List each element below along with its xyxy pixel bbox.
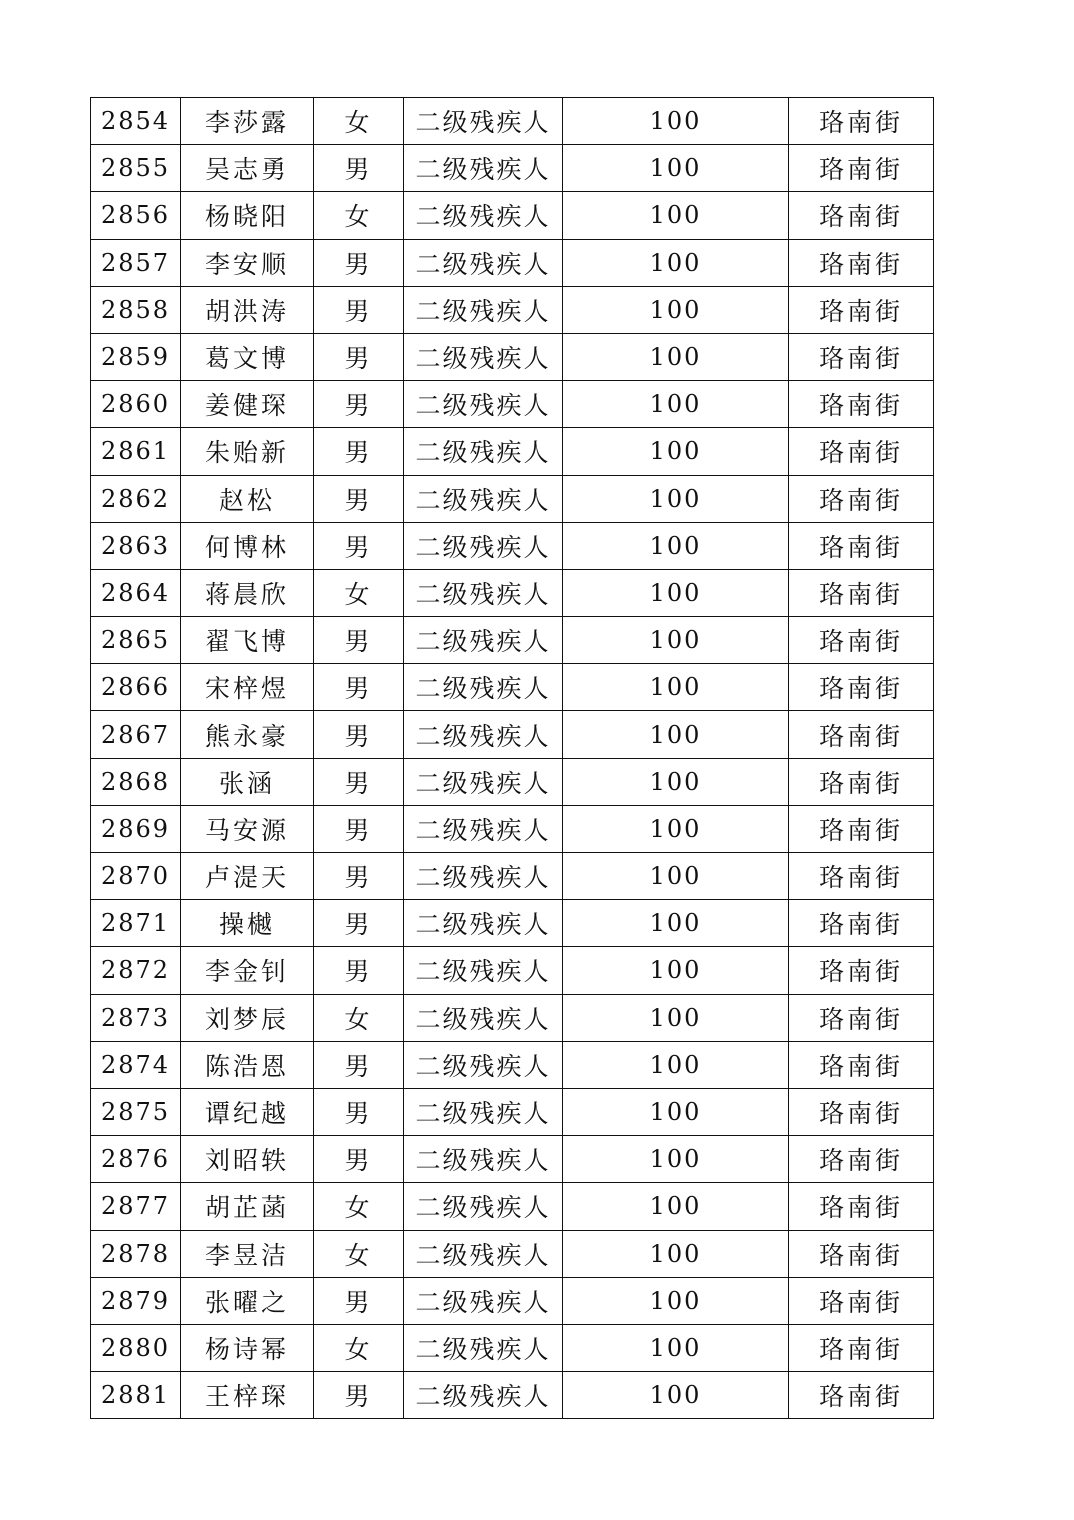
cell-gender: 男 [314, 1088, 404, 1135]
cell-disability-level: 二级残疾人 [404, 192, 563, 239]
cell-amount: 100 [563, 711, 789, 758]
cell-street: 珞南街 [789, 1230, 934, 1277]
cell-name: 姜健琛 [181, 381, 314, 428]
cell-gender: 男 [314, 1372, 404, 1419]
cell-disability-level: 二级残疾人 [404, 1136, 563, 1183]
cell-name: 赵松 [181, 475, 314, 522]
cell-amount: 100 [563, 145, 789, 192]
cell-amount: 100 [563, 1183, 789, 1230]
cell-number: 2857 [91, 239, 181, 286]
cell-amount: 100 [563, 664, 789, 711]
cell-number: 2854 [91, 98, 181, 145]
cell-name: 卢湜天 [181, 853, 314, 900]
cell-gender: 男 [314, 711, 404, 758]
cell-amount: 100 [563, 192, 789, 239]
cell-disability-level: 二级残疾人 [404, 758, 563, 805]
table-row [91, 947, 934, 994]
cell-gender: 男 [314, 286, 404, 333]
cell-street: 珞南街 [789, 994, 934, 1041]
cell-number: 2867 [91, 711, 181, 758]
cell-disability-level: 二级残疾人 [404, 853, 563, 900]
cell-name: 谭纪越 [181, 1088, 314, 1135]
cell-gender: 男 [314, 1277, 404, 1324]
cell-number: 2880 [91, 1324, 181, 1371]
table-row [91, 1136, 934, 1183]
cell-number: 2870 [91, 853, 181, 900]
cell-disability-level: 二级残疾人 [404, 239, 563, 286]
cell-amount: 100 [563, 1230, 789, 1277]
cell-disability-level: 二级残疾人 [404, 522, 563, 569]
cell-disability-level: 二级残疾人 [404, 1324, 563, 1371]
table-row [91, 145, 934, 192]
table-row [91, 192, 934, 239]
cell-street: 珞南街 [789, 522, 934, 569]
cell-amount: 100 [563, 98, 789, 145]
cell-disability-level: 二级残疾人 [404, 333, 563, 380]
table-row [91, 569, 934, 616]
cell-disability-level: 二级残疾人 [404, 428, 563, 475]
cell-disability-level: 二级残疾人 [404, 994, 563, 1041]
cell-number: 2875 [91, 1088, 181, 1135]
cell-number: 2873 [91, 994, 181, 1041]
cell-disability-level: 二级残疾人 [404, 475, 563, 522]
cell-name: 李昱洁 [181, 1230, 314, 1277]
cell-amount: 100 [563, 947, 789, 994]
cell-name: 熊永豪 [181, 711, 314, 758]
cell-gender: 女 [314, 569, 404, 616]
cell-name: 吴志勇 [181, 145, 314, 192]
cell-street: 珞南街 [789, 145, 934, 192]
cell-street: 珞南街 [789, 569, 934, 616]
cell-disability-level: 二级残疾人 [404, 1183, 563, 1230]
cell-gender: 男 [314, 475, 404, 522]
cell-street: 珞南街 [789, 428, 934, 475]
cell-amount: 100 [563, 381, 789, 428]
cell-amount: 100 [563, 333, 789, 380]
cell-gender: 女 [314, 1324, 404, 1371]
cell-street: 珞南街 [789, 853, 934, 900]
cell-street: 珞南街 [789, 617, 934, 664]
cell-street: 珞南街 [789, 286, 934, 333]
cell-amount: 100 [563, 475, 789, 522]
cell-amount: 100 [563, 1324, 789, 1371]
cell-amount: 100 [563, 617, 789, 664]
cell-gender: 女 [314, 98, 404, 145]
cell-gender: 女 [314, 994, 404, 1041]
table-row [91, 1041, 934, 1088]
cell-name: 葛文博 [181, 333, 314, 380]
cell-disability-level: 二级残疾人 [404, 1041, 563, 1088]
table-row [91, 475, 934, 522]
cell-street: 珞南街 [789, 1088, 934, 1135]
cell-gender: 男 [314, 428, 404, 475]
cell-street: 珞南街 [789, 900, 934, 947]
table-row [91, 381, 934, 428]
cell-amount: 100 [563, 569, 789, 616]
cell-name: 王梓琛 [181, 1372, 314, 1419]
cell-disability-level: 二级残疾人 [404, 711, 563, 758]
cell-street: 珞南街 [789, 98, 934, 145]
cell-name: 操樾 [181, 900, 314, 947]
table-row [91, 758, 934, 805]
cell-gender: 女 [314, 1230, 404, 1277]
cell-disability-level: 二级残疾人 [404, 1277, 563, 1324]
table-row [91, 900, 934, 947]
cell-number: 2864 [91, 569, 181, 616]
cell-disability-level: 二级残疾人 [404, 900, 563, 947]
cell-name: 胡芷菡 [181, 1183, 314, 1230]
cell-number: 2881 [91, 1372, 181, 1419]
cell-number: 2865 [91, 617, 181, 664]
cell-gender: 男 [314, 900, 404, 947]
cell-street: 珞南街 [789, 758, 934, 805]
cell-name: 杨晓阳 [181, 192, 314, 239]
cell-amount: 100 [563, 428, 789, 475]
cell-disability-level: 二级残疾人 [404, 145, 563, 192]
cell-disability-level: 二级残疾人 [404, 664, 563, 711]
table-row [91, 333, 934, 380]
cell-street: 珞南街 [789, 1041, 934, 1088]
cell-name: 胡洪涛 [181, 286, 314, 333]
cell-street: 珞南街 [789, 192, 934, 239]
cell-gender: 男 [314, 1041, 404, 1088]
cell-number: 2871 [91, 900, 181, 947]
cell-street: 珞南街 [789, 947, 934, 994]
cell-gender: 男 [314, 1136, 404, 1183]
cell-name: 李安顺 [181, 239, 314, 286]
cell-name: 马安源 [181, 805, 314, 852]
table-row [91, 1183, 934, 1230]
cell-number: 2858 [91, 286, 181, 333]
cell-name: 何博林 [181, 522, 314, 569]
cell-street: 珞南街 [789, 333, 934, 380]
cell-amount: 100 [563, 1372, 789, 1419]
cell-amount: 100 [563, 239, 789, 286]
cell-street: 珞南街 [789, 711, 934, 758]
cell-amount: 100 [563, 805, 789, 852]
table-row [91, 239, 934, 286]
cell-name: 朱贻新 [181, 428, 314, 475]
table-row [91, 1324, 934, 1371]
cell-amount: 100 [563, 522, 789, 569]
cell-street: 珞南街 [789, 664, 934, 711]
cell-number: 2879 [91, 1277, 181, 1324]
cell-number: 2860 [91, 381, 181, 428]
cell-name: 刘昭轶 [181, 1136, 314, 1183]
cell-street: 珞南街 [789, 1372, 934, 1419]
table-row [91, 286, 934, 333]
cell-number: 2856 [91, 192, 181, 239]
cell-gender: 男 [314, 333, 404, 380]
table-row [91, 617, 934, 664]
table-row [91, 994, 934, 1041]
cell-disability-level: 二级残疾人 [404, 947, 563, 994]
cell-gender: 男 [314, 239, 404, 286]
table-row [91, 1230, 934, 1277]
roster-table [90, 97, 934, 1419]
cell-number: 2859 [91, 333, 181, 380]
cell-number: 2874 [91, 1041, 181, 1088]
table-row [91, 98, 934, 145]
cell-street: 珞南街 [789, 381, 934, 428]
cell-name: 李莎露 [181, 98, 314, 145]
cell-street: 珞南街 [789, 1136, 934, 1183]
cell-name: 蒋晨欣 [181, 569, 314, 616]
cell-gender: 男 [314, 947, 404, 994]
roster-table-body [91, 98, 934, 1419]
cell-disability-level: 二级残疾人 [404, 1088, 563, 1135]
cell-number: 2877 [91, 1183, 181, 1230]
cell-gender: 男 [314, 145, 404, 192]
cell-disability-level: 二级残疾人 [404, 617, 563, 664]
cell-gender: 男 [314, 522, 404, 569]
cell-number: 2855 [91, 145, 181, 192]
cell-street: 珞南街 [789, 1324, 934, 1371]
cell-name: 翟飞博 [181, 617, 314, 664]
table-row [91, 664, 934, 711]
cell-number: 2876 [91, 1136, 181, 1183]
cell-gender: 女 [314, 192, 404, 239]
cell-gender: 男 [314, 617, 404, 664]
cell-street: 珞南街 [789, 805, 934, 852]
cell-amount: 100 [563, 1041, 789, 1088]
table-row [91, 1277, 934, 1324]
cell-street: 珞南街 [789, 1277, 934, 1324]
cell-amount: 100 [563, 994, 789, 1041]
cell-gender: 男 [314, 758, 404, 805]
cell-gender: 男 [314, 805, 404, 852]
cell-number: 2878 [91, 1230, 181, 1277]
table-row [91, 522, 934, 569]
cell-street: 珞南街 [789, 475, 934, 522]
cell-amount: 100 [563, 1277, 789, 1324]
cell-amount: 100 [563, 1088, 789, 1135]
table-row [91, 428, 934, 475]
table-row [91, 711, 934, 758]
table-row [91, 853, 934, 900]
table-row [91, 1372, 934, 1419]
cell-disability-level: 二级残疾人 [404, 286, 563, 333]
cell-gender: 男 [314, 381, 404, 428]
cell-gender: 男 [314, 853, 404, 900]
cell-disability-level: 二级残疾人 [404, 805, 563, 852]
cell-gender: 女 [314, 1183, 404, 1230]
cell-name: 张涵 [181, 758, 314, 805]
cell-name: 陈浩恩 [181, 1041, 314, 1088]
cell-number: 2861 [91, 428, 181, 475]
cell-amount: 100 [563, 758, 789, 805]
cell-amount: 100 [563, 1136, 789, 1183]
cell-amount: 100 [563, 286, 789, 333]
cell-number: 2866 [91, 664, 181, 711]
cell-gender: 男 [314, 664, 404, 711]
table-row [91, 1088, 934, 1135]
cell-name: 杨诗幂 [181, 1324, 314, 1371]
cell-name: 宋梓煜 [181, 664, 314, 711]
cell-number: 2862 [91, 475, 181, 522]
cell-amount: 100 [563, 853, 789, 900]
cell-number: 2869 [91, 805, 181, 852]
cell-name: 刘梦辰 [181, 994, 314, 1041]
cell-disability-level: 二级残疾人 [404, 98, 563, 145]
cell-street: 珞南街 [789, 239, 934, 286]
cell-disability-level: 二级残疾人 [404, 1230, 563, 1277]
cell-name: 张曜之 [181, 1277, 314, 1324]
table-row [91, 805, 934, 852]
cell-street: 珞南街 [789, 1183, 934, 1230]
cell-name: 李金钊 [181, 947, 314, 994]
cell-disability-level: 二级残疾人 [404, 381, 563, 428]
cell-number: 2872 [91, 947, 181, 994]
cell-disability-level: 二级残疾人 [404, 1372, 563, 1419]
cell-disability-level: 二级残疾人 [404, 569, 563, 616]
cell-number: 2868 [91, 758, 181, 805]
cell-amount: 100 [563, 900, 789, 947]
cell-number: 2863 [91, 522, 181, 569]
